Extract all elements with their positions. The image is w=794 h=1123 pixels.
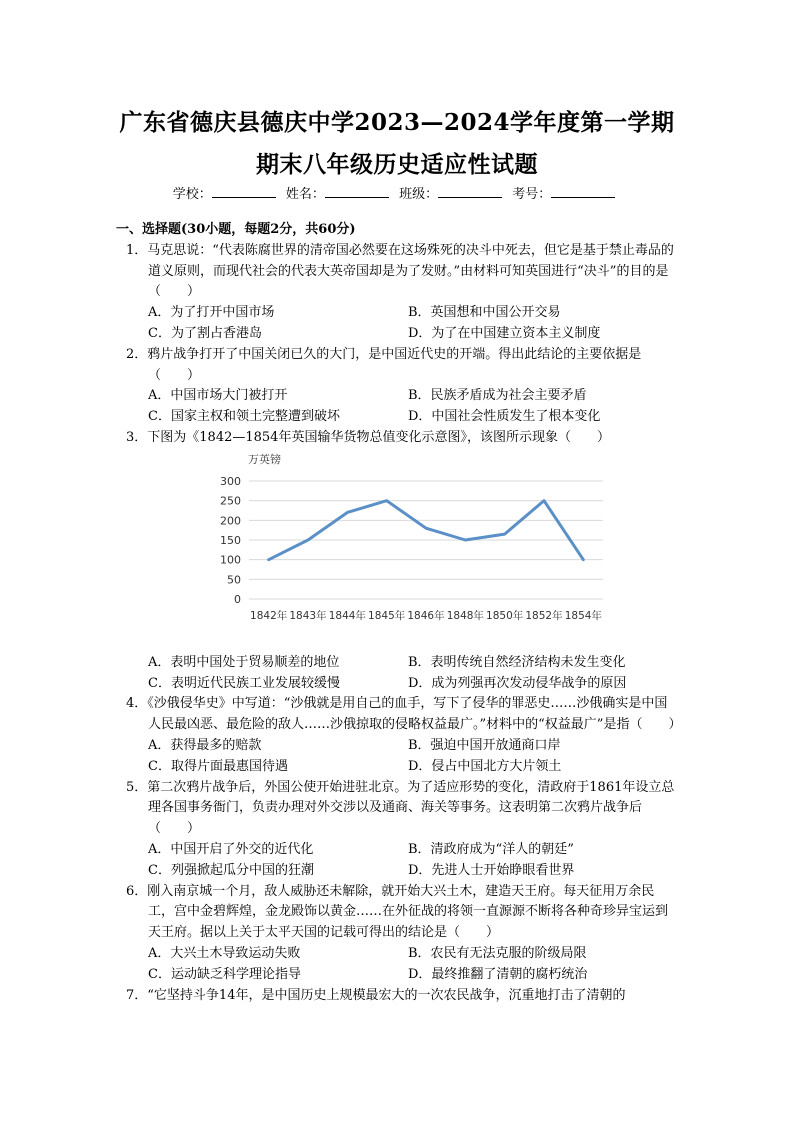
option-b[interactable]: B．民族矛盾成为社会主要矛盾 — [408, 388, 587, 404]
section-heading: 一、选择题(30小题，每题2分，共60分) — [116, 222, 356, 237]
options-6 — [116, 944, 676, 986]
name-label: 姓名： — [285, 187, 325, 202]
option-d[interactable]: D．侵占中国北方大片领土 — [408, 758, 562, 774]
class-label: 班级： — [399, 187, 439, 202]
series-line — [269, 500, 584, 559]
trade-chart-container — [116, 449, 676, 653]
options-3 — [116, 653, 676, 695]
option-c[interactable]: C．取得片面最惠国待遇 — [148, 758, 288, 774]
question-number: 1． — [126, 242, 148, 258]
question-7 — [116, 986, 676, 1007]
question-number: 6． — [126, 883, 148, 899]
option-c[interactable]: C．国家主权和领土完整遭到破坏 — [148, 409, 340, 425]
question-2 — [116, 345, 676, 387]
y-tick-label: 100 — [220, 553, 241, 567]
question-6 — [116, 882, 676, 944]
question-number: 5． — [126, 779, 148, 795]
option-a[interactable]: A．获得最多的赔款 — [148, 737, 262, 753]
question-list — [116, 220, 682, 1006]
x-tick-label: 1843年 — [289, 609, 327, 622]
x-tick-label: 1848年 — [446, 609, 484, 622]
question-1 — [116, 241, 676, 303]
option-d[interactable]: D．中国社会性质发生了根本变化 — [408, 409, 601, 425]
question-number: 4． — [126, 696, 148, 712]
question-stem: 下图为《1842—1854年英国输华货物总值变化示意图》，该图所示现象（ ） — [147, 429, 610, 445]
exam-title-line1: 广东省德庆县德庆中学2023—2024学年度第一学期 — [119, 109, 675, 136]
options-5 — [116, 840, 676, 882]
number-blank[interactable] — [551, 185, 615, 198]
name-blank[interactable] — [325, 185, 389, 198]
option-a[interactable]: A．大兴土木导致运动失败 — [148, 945, 301, 961]
y-unit-label: 万英镑 — [248, 452, 281, 466]
option-a[interactable]: A．为了打开中国市场 — [148, 305, 275, 321]
question-4 — [116, 694, 682, 736]
options-2 — [116, 386, 676, 428]
question-stem: 鸦片战争打开了中国关闭已久的大门，是中国近代史的开端。得出此结论的主要依据是（ ） — [147, 346, 642, 383]
question-stem: 第二次鸦片战争后，外国公使开始进驻北京。为了适应形势的变化，清政府于1861年设立总理各国事务衙门，负责办理对外交涉以及通商、海关等事务。这表明第二次鸦片战争后（ ） — [147, 779, 675, 837]
question-number: 7． — [126, 987, 148, 1003]
x-tick-label: 1850年 — [486, 609, 524, 622]
student-info-line — [0, 183, 794, 202]
options-4 — [116, 736, 676, 778]
school-label: 学校： — [172, 187, 212, 202]
option-c[interactable]: C．为了割占香港岛 — [148, 325, 262, 341]
question-stem: 《沙俄侵华史》中写道：“沙俄就是用自己的血手，写下了侵华的罪恶史……沙俄确实是中国人民最凶恶、最危险的敌人……沙俄掠取的侵略权益最广。”材料中的“权益最广”是指（ ） — [147, 696, 682, 733]
option-d[interactable]: D．为了在中国建立资本主义制度 — [408, 325, 601, 341]
question-number: 3． — [126, 429, 148, 445]
y-tick-label: 300 — [220, 474, 241, 488]
options-1 — [116, 303, 676, 345]
option-d[interactable]: D．最终推翻了清朝的腐朽统治 — [408, 966, 588, 982]
option-a[interactable]: A．表明中国处于贸易顺差的地位 — [148, 654, 340, 670]
y-tick-label: 50 — [227, 573, 241, 587]
option-b[interactable]: B．农民有无法克服的阶级局限 — [408, 945, 587, 961]
question-3 — [116, 428, 676, 449]
y-tick-label: 0 — [234, 592, 241, 606]
exam-title-line2: 期末八年级历史适应性试题 — [256, 151, 538, 178]
option-d[interactable]: D．成为列强再次发动侵华战争的原因 — [408, 675, 627, 691]
number-label: 考号： — [512, 187, 552, 202]
question-5 — [116, 778, 676, 840]
x-tick-label: 1846年 — [407, 609, 445, 622]
y-tick-label: 250 — [220, 494, 241, 508]
option-b[interactable]: B．清政府成为“洋人的朝廷” — [408, 841, 574, 857]
option-a[interactable]: A．中国市场大门被打开 — [148, 388, 288, 404]
option-d[interactable]: D．先进人士开始睁眼看世界 — [408, 862, 575, 878]
trade-line-chart — [116, 449, 676, 653]
x-tick-label: 1844年 — [328, 609, 366, 622]
question-number: 2． — [126, 346, 148, 362]
x-tick-label: 1842年 — [250, 609, 288, 622]
option-b[interactable]: B．表明传统自然经济结构未发生变化 — [408, 654, 626, 670]
option-c[interactable]: C．列强掀起瓜分中国的狂潮 — [148, 862, 314, 878]
y-tick-label: 150 — [220, 533, 241, 547]
x-tick-label: 1852年 — [525, 609, 563, 622]
y-tick-label: 200 — [220, 514, 241, 528]
option-b[interactable]: B．强迫中国开放通商口岸 — [408, 737, 561, 753]
option-c[interactable]: C．运动缺乏科学理论指导 — [148, 966, 301, 982]
x-tick-label: 1854年 — [564, 609, 602, 622]
option-c[interactable]: C．表明近代民族工业发展较缓慢 — [148, 675, 340, 691]
class-blank[interactable] — [438, 185, 502, 198]
question-stem: 刚入南京城一个月，敌人威胁还未解除，就开始大兴土木，建造天王府。每天征用万余民工，宫中金碧辉煌，金龙殿饰以黄金……在外征战的将领一直源源不断将各种奇珍异宝运到天王府。据以上关于太平天国的记载可得出的结论是（ ） — [147, 883, 669, 941]
option-a[interactable]: A．中国开启了外交的近代化 — [148, 841, 314, 857]
question-stem: 马克思说：“代表陈腐世界的清帝国必然要在这场殊死的决斗中死去，但它是基于禁止毒品的道义原则，而现代社会的代表大英帝国却是为了发财。”由材料可知英国进行“决斗”的目的是（ ） — [147, 242, 674, 300]
option-b[interactable]: B．英国想和中国公开交易 — [408, 305, 561, 321]
question-stem: “它坚持斗争14年，是中国历史上规模最宏大的一次农民战争，沉重地打击了清朝的 — [147, 987, 626, 1003]
x-tick-label: 1845年 — [368, 609, 406, 622]
school-blank[interactable] — [212, 185, 276, 198]
